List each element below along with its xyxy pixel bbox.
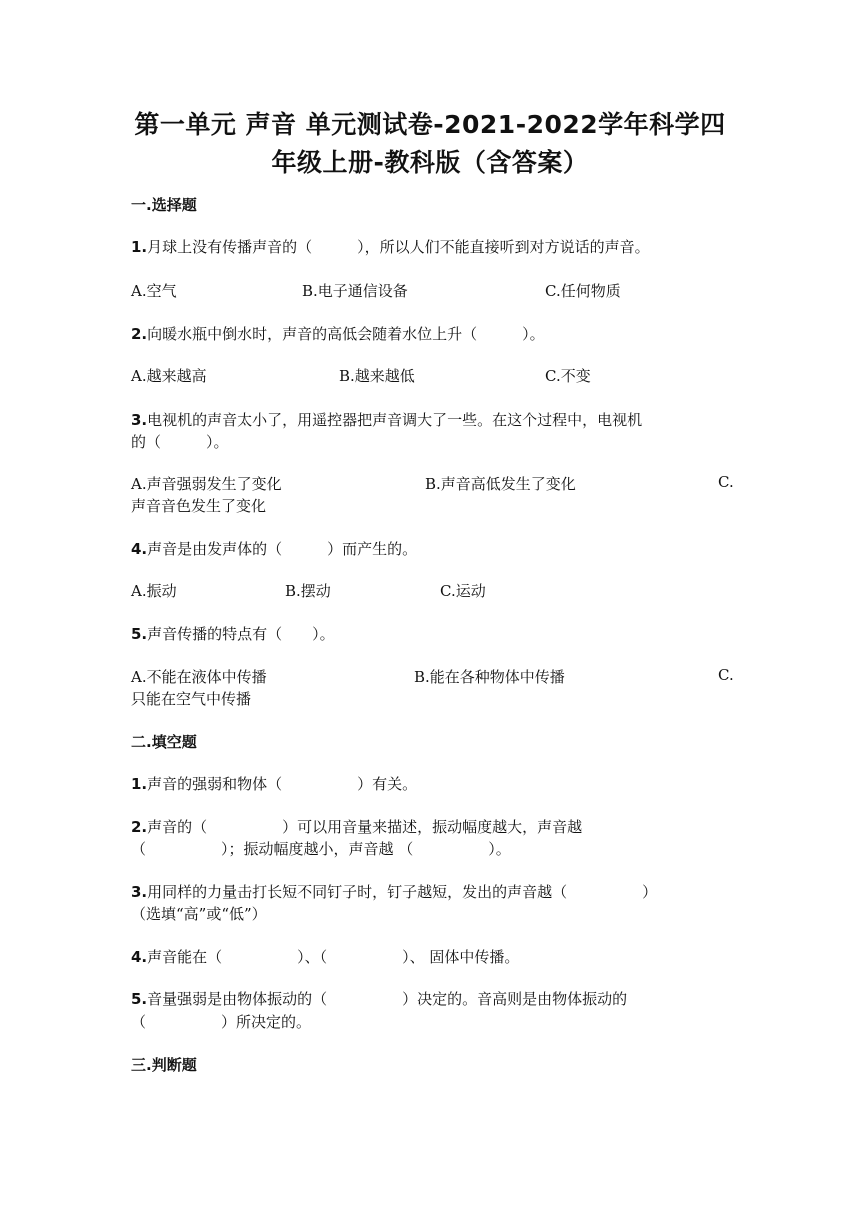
question-number: 4. (131, 948, 148, 966)
question-number: 5. (131, 625, 148, 643)
fill-question-3 (131, 881, 657, 902)
fill-question-4 (131, 946, 519, 967)
fill-question-2 (131, 816, 582, 837)
document-title-line-2: 年级上册-教科版（含答案） (271, 148, 589, 177)
option-c-text: 只能在空气中传播 (131, 690, 252, 708)
option-b: B.声音高低发生了变化 (425, 475, 576, 493)
question-number: 5. (131, 990, 148, 1008)
question-number: 1. (131, 775, 148, 793)
choice-question-5 (131, 623, 335, 644)
option-b: B.电子通信设备 (302, 282, 408, 300)
question-number: 3. (131, 883, 148, 901)
choice-question-1 (131, 236, 650, 257)
section-heading-fill: 二.填空题 (131, 733, 197, 751)
fill-question-1 (131, 773, 417, 794)
option-b: B.越来越低 (339, 367, 415, 385)
option-a: A.不能在液体中传播 (131, 668, 267, 686)
question-text: 声音传播的特点有（ ）。 (147, 625, 335, 643)
fill-question-5-continued: （ ）所决定的。 (131, 1013, 312, 1031)
question-text: 音量强弱是由物体振动的（ ）决定的。音高则是由物体振动的 (147, 990, 628, 1008)
question-number: 3. (131, 411, 148, 429)
option-c-marker: C. (718, 666, 734, 684)
choice-question-3 (131, 409, 642, 430)
fill-question-5 (131, 988, 627, 1009)
section-heading-judge: 三.判断题 (131, 1056, 197, 1074)
option-a: A.空气 (131, 282, 177, 300)
option-a: A.声音强弱发生了变化 (131, 475, 282, 493)
question-text: 声音的（ ）可以用音量来描述，振动幅度越大，声音越 (147, 818, 583, 836)
question-text: 月球上没有传播声音的（ ），所以人们不能直接听到对方说话的声音。 (147, 238, 650, 256)
section-heading-choice: 一.选择题 (131, 196, 197, 214)
choice-question-3-continued: 的（ ）。 (131, 433, 229, 451)
question-text: 声音是由发声体的（ ）而产生的。 (147, 540, 418, 558)
option-c-text: 声音音色发生了变化 (131, 497, 267, 515)
question-number: 4. (131, 540, 148, 558)
question-text: 声音的强弱和物体（ ）有关。 (147, 775, 418, 793)
option-c: C.任何物质 (545, 282, 621, 300)
question-text: 电视机的声音太小了，用遥控器把声音调大了一些。在这个过程中，电视机 (147, 411, 643, 429)
option-c: C.运动 (440, 582, 486, 600)
fill-question-2-continued: （ ）；振动幅度越小，声音越 （ ）。 (131, 840, 511, 858)
document-title-line-1: 第一单元 声音 单元测试卷-2021-2022学年科学四 (134, 110, 726, 139)
question-number: 2. (131, 818, 148, 836)
question-text: 用同样的力量击打长短不同钉子时，钉子越短，发出的声音越（ ） (147, 883, 658, 901)
fill-question-3-continued: （选填“高”或“低”） (131, 905, 267, 923)
option-a: A.越来越高 (131, 367, 207, 385)
option-c: C.不变 (545, 367, 591, 385)
question-number: 2. (131, 325, 148, 343)
option-b: B.摆动 (285, 582, 331, 600)
choice-question-2 (131, 323, 545, 344)
option-b: B.能在各种物体中传播 (414, 668, 565, 686)
option-c-marker: C. (718, 473, 734, 491)
choice-question-4 (131, 538, 417, 559)
question-number: 1. (131, 238, 148, 256)
option-a: A.振动 (131, 582, 177, 600)
question-text: 向暖水瓶中倒水时，声音的高低会随着水位上升（ ）。 (147, 325, 545, 343)
question-text: 声音能在（ ）、（ ）、 固体中传播。 (147, 948, 520, 966)
